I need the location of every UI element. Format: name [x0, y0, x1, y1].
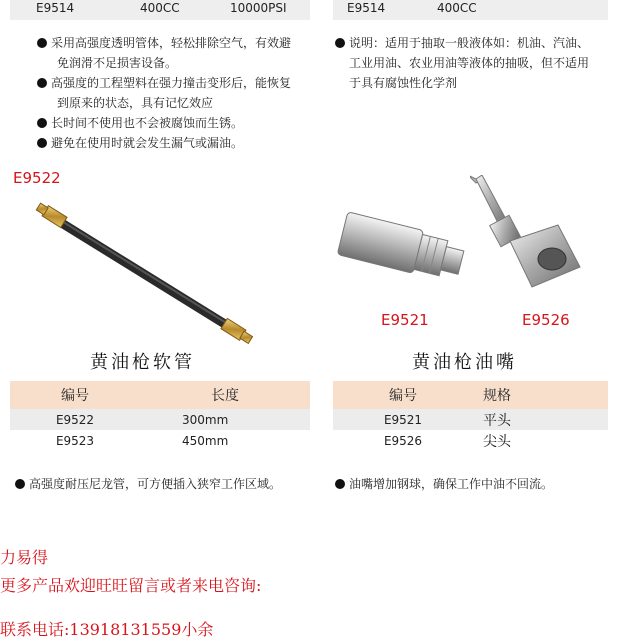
note-item-cont: 到原来的状态，具有记忆效应	[57, 96, 214, 110]
bullet-dot-icon	[37, 78, 47, 88]
note-item-cont: 免润滑不足损害设备。	[57, 56, 178, 70]
hose-header-length: 长度	[140, 381, 310, 409]
hose-note	[15, 474, 315, 494]
pointed-nozzle-image	[470, 175, 590, 300]
top-table-left-row	[10, 0, 310, 20]
note-item: 采用高强度透明管体，轻松排除空气，有效避	[37, 33, 317, 53]
bullet-dot-icon	[37, 118, 47, 128]
bullet-dot-icon	[335, 38, 345, 48]
table-row: E9526 尖头	[383, 433, 511, 450]
note-item: 高强度耐压尼龙管，可方便插入狭窄工作区域。	[15, 474, 315, 494]
bullet-dot-icon	[15, 479, 25, 489]
flat-nozzle-code: E9521	[381, 311, 429, 329]
flat-nozzle-image	[332, 196, 472, 306]
left-feature-notes	[37, 33, 317, 153]
right-feature-notes	[335, 33, 620, 93]
pointed-nozzle-code: E9526	[522, 311, 570, 329]
bullet-dot-icon	[37, 138, 47, 148]
nozzle-header-code: 编号	[333, 381, 473, 409]
bullet-dot-icon	[335, 479, 345, 489]
table-row: E9523 450mm	[55, 433, 229, 448]
note-item: 避免在使用时就会发生漏气或漏油。	[37, 133, 317, 153]
nozzle-caption: 黄油枪油嘴	[412, 352, 517, 373]
note-item: 高强度的工程塑料在强力撞击变形后，能恢复	[37, 73, 317, 93]
top-left-capacity: 400CC	[140, 1, 180, 15]
bullet-dot-icon	[37, 38, 47, 48]
note-item: 油嘴增加钢球，确保工作中油不回流。	[335, 474, 620, 494]
top-table-right-row	[333, 0, 608, 20]
hose-spec-table	[10, 381, 310, 451]
nozzle-header-spec: 规格	[473, 381, 608, 409]
hose-header-code: 编号	[10, 381, 140, 409]
inquiry-line: 更多产品欢迎旺旺留言或者来电咨询:	[0, 576, 262, 595]
note-item: 长时间不使用也不会被腐蚀而生锈。	[37, 113, 317, 133]
hose-caption: 黄油枪软管	[90, 352, 195, 373]
brand-name: 力易得	[0, 548, 49, 567]
top-left-code: E9514	[36, 1, 75, 15]
top-left-pressure: 10000PSI	[230, 1, 287, 15]
nozzle-spec-table	[333, 381, 608, 451]
top-right-capacity: 400CC	[437, 1, 477, 15]
table-row: E9521 平头	[333, 409, 608, 430]
nozzle-note	[335, 474, 620, 494]
hose-product-code: E9522	[13, 169, 61, 187]
contact-phone: 联系电话:13918131559小余	[0, 620, 214, 639]
note-item: 说明：适用于抽取一般液体如：机油、汽油、	[335, 33, 620, 53]
grease-hose-image	[30, 190, 270, 360]
table-row: E9522 300mm	[10, 409, 310, 430]
top-right-code: E9514	[347, 1, 386, 15]
note-item-cont: 工业用油、农业用油等液体的抽吸，但不适用	[349, 56, 590, 70]
note-item-cont: 于具有腐蚀性化学剂	[349, 76, 458, 90]
